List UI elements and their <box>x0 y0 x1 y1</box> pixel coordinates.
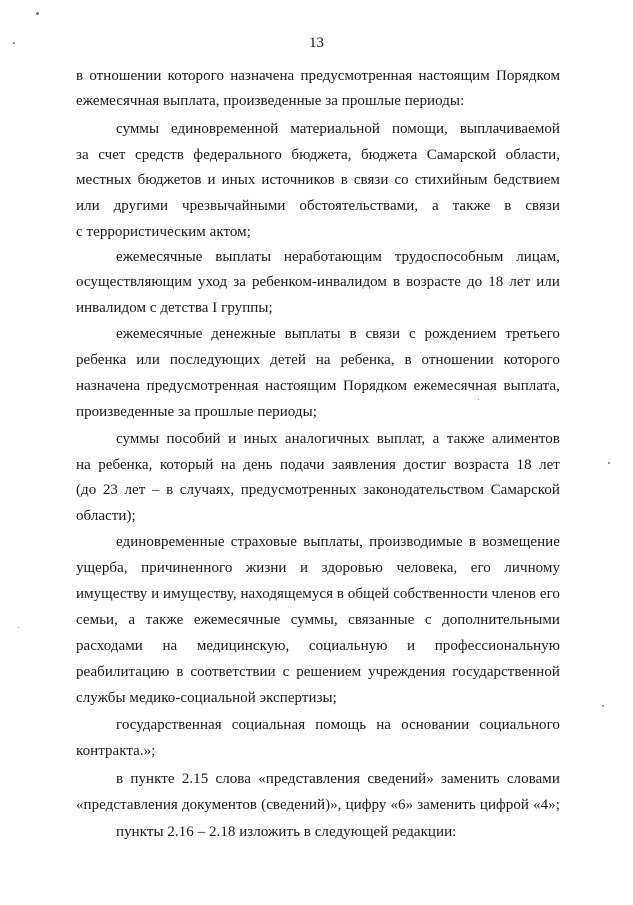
text-word: на <box>315 352 331 368</box>
text-word: реабилитацию <box>76 664 170 680</box>
text-word: лет <box>124 482 146 498</box>
text-word: человека, <box>396 560 458 576</box>
text-line <box>116 248 560 266</box>
text-word: назначена <box>76 378 141 394</box>
text-word: социального <box>479 717 560 733</box>
text-word: ежемесячная <box>413 378 497 394</box>
text-word: 18 <box>488 274 504 290</box>
text-word: отношении <box>89 68 162 84</box>
text-word: социальная <box>231 717 306 733</box>
text-word: а <box>128 612 136 628</box>
text-word: в <box>116 771 124 787</box>
text-word: выплат, <box>376 431 426 447</box>
text-word: заявления <box>332 457 396 473</box>
text-word: на <box>162 638 178 654</box>
text-word: ребенком-инвалидом <box>251 274 387 290</box>
text-word: денежные <box>211 326 276 342</box>
text-word: выплаты <box>215 249 272 265</box>
text-word: жизни <box>245 560 287 576</box>
text-word: также <box>446 431 485 447</box>
text-word: суммы <box>116 431 160 447</box>
text-word: 23 <box>102 482 118 498</box>
text-line <box>76 197 560 215</box>
text-word: Порядком <box>343 378 408 394</box>
text-word: области, <box>505 147 560 163</box>
text-word: с <box>282 664 290 680</box>
text-word: которого <box>167 68 225 84</box>
text-word: которого <box>503 352 560 368</box>
text-word: словами <box>506 771 560 787</box>
scan-speck <box>36 12 39 15</box>
text-line <box>116 325 560 343</box>
text-word: медицинскую, <box>196 638 290 654</box>
text-line <box>76 146 560 164</box>
text-word: ребенка <box>76 352 127 368</box>
text-word: за <box>76 147 89 163</box>
text-word: подачи <box>279 457 325 473</box>
text-word: источников <box>261 172 335 188</box>
text-word: также <box>145 612 184 628</box>
text-word: и <box>207 172 216 188</box>
text-word: иных <box>243 431 278 447</box>
text-line <box>116 770 560 788</box>
text-word: (до <box>76 482 97 498</box>
text-word: лет <box>509 274 531 290</box>
text-line: пункты 2.16 – 2.18 изложить в следующей редакции: <box>116 824 457 840</box>
text-word: страховые <box>230 534 297 550</box>
text-word: ежемесячные <box>116 326 203 342</box>
text-word: личному <box>504 560 560 576</box>
text-line: инвалидом с детства I группы; <box>76 300 273 316</box>
text-word: федерального <box>193 147 282 163</box>
text-word: детей <box>270 352 306 368</box>
text-word: выплачиваемой <box>459 121 560 137</box>
text-word: ребенка, <box>340 352 395 368</box>
text-line <box>76 611 560 629</box>
text-word: предусмотренная <box>146 378 259 394</box>
text-word: другими <box>113 198 169 214</box>
page-number: 13 <box>309 35 324 51</box>
text-word: единовременной <box>171 121 279 137</box>
text-line <box>116 120 560 138</box>
scan-speck <box>602 705 604 707</box>
text-word: осуществляющим <box>76 274 192 290</box>
text-word: бедствием <box>493 172 560 188</box>
text-word: общей <box>347 586 390 602</box>
text-word: государственной <box>452 664 560 680</box>
text-word: на <box>76 457 91 473</box>
text-word: или <box>536 274 560 290</box>
text-word: с <box>424 612 432 628</box>
text-word: случаях, <box>179 482 235 498</box>
text-word: документов <box>181 797 258 813</box>
text-word: суммы <box>116 121 160 137</box>
text-word: имуществу <box>76 586 148 602</box>
text-word: день <box>243 457 273 473</box>
text-line: контракта.»; <box>76 743 156 759</box>
text-word: заменить <box>417 797 476 813</box>
text-word: единовременные <box>116 534 225 550</box>
text-word: обстоятельствами, <box>299 198 419 214</box>
text-word: за <box>233 274 246 290</box>
text-line: области); <box>76 508 136 524</box>
text-word: настоящим <box>265 378 337 394</box>
text-word: в <box>336 586 344 602</box>
text-word: связи <box>365 326 401 342</box>
text-word: 2.15 <box>181 771 209 787</box>
text-word: заменить <box>441 771 500 787</box>
text-word: ребенка, <box>98 457 153 473</box>
text-word: в <box>166 482 174 498</box>
text-word: соответствии <box>190 664 276 680</box>
text-word: слова <box>215 771 251 787</box>
text-line: с террористическим актом; <box>76 224 251 240</box>
text-word: пункте <box>130 771 175 787</box>
text-word: семьи, <box>76 612 118 628</box>
text-word: – <box>151 482 160 498</box>
text-word: членов <box>491 586 537 602</box>
text-word: Самарской <box>490 482 560 498</box>
text-word: и <box>407 638 416 654</box>
text-word: назначена <box>230 68 295 84</box>
text-word: чрезвычайными <box>182 198 286 214</box>
text-word: также <box>452 198 491 214</box>
text-line <box>76 67 560 85</box>
text-line <box>116 533 560 551</box>
text-word: ежемесячные <box>116 249 203 265</box>
text-line: ежемесячная выплата, произведенные за прошлые периоды: <box>76 93 465 109</box>
text-word: а <box>431 198 439 214</box>
text-word: производимые <box>369 534 463 550</box>
text-word: рождением <box>424 326 497 342</box>
text-word: достиг <box>403 457 447 473</box>
text-word: связи <box>353 172 389 188</box>
text-word: возраста <box>454 457 510 473</box>
text-word: счет <box>98 147 126 163</box>
text-word: имуществу, <box>163 586 237 602</box>
text-word: и <box>228 431 237 447</box>
text-word: и <box>151 586 160 602</box>
text-word: законодательством <box>363 482 485 498</box>
text-word: ежемесячные <box>193 612 281 628</box>
text-word: бюджета <box>361 147 418 163</box>
text-word: уход <box>197 274 228 290</box>
text-word: в <box>392 274 401 290</box>
text-word: трудоспособным <box>394 249 504 265</box>
text-word: иных <box>221 172 256 188</box>
scan-speck <box>18 627 19 628</box>
text-word: со <box>394 172 409 188</box>
text-word: настоящим <box>418 68 490 84</box>
text-word: в <box>404 352 412 368</box>
text-word: суммы, <box>290 612 338 628</box>
text-word: «4»; <box>533 797 560 813</box>
text-word: государственная <box>116 717 222 733</box>
text-word: (сведений)», <box>261 797 342 813</box>
text-word: с <box>408 326 416 342</box>
text-word: материальной <box>290 121 380 137</box>
text-word: его <box>539 586 560 602</box>
text-line <box>116 430 560 448</box>
text-word: лет <box>539 457 560 473</box>
text-word: ущерба, <box>76 560 128 576</box>
text-word: и <box>300 560 309 576</box>
text-word: связанные <box>348 612 415 628</box>
text-word: выплаты, <box>303 534 363 550</box>
text-word: в <box>504 198 512 214</box>
text-word: на <box>220 457 236 473</box>
text-word: связи <box>525 198 560 214</box>
text-word: бюджета, <box>291 147 352 163</box>
text-word: профессиональную <box>434 638 560 654</box>
text-word: Самарской <box>426 147 497 163</box>
text-line <box>76 585 560 603</box>
text-word: выплаты <box>284 326 341 342</box>
text-line <box>76 456 560 474</box>
text-line <box>76 273 560 291</box>
text-word: или <box>136 352 160 368</box>
text-line <box>76 377 560 395</box>
text-line <box>76 351 560 369</box>
text-word: алиментов <box>492 431 560 447</box>
text-word: возрасте <box>406 274 461 290</box>
text-word: до <box>466 274 483 290</box>
text-word: неработающим <box>283 249 382 265</box>
text-word: Порядком <box>496 68 560 84</box>
text-word: предусмотренных <box>240 482 357 498</box>
scan-speck <box>13 42 15 44</box>
text-word: сведений» <box>367 771 434 787</box>
text-word: пособий <box>166 431 221 447</box>
text-word: средств <box>135 147 184 163</box>
text-word: «представления <box>258 771 361 787</box>
text-word: здоровью <box>321 560 383 576</box>
text-word: третьего <box>505 326 560 342</box>
text-word: стихийным <box>414 172 488 188</box>
text-word: цифрой <box>479 797 529 813</box>
text-line <box>76 637 560 655</box>
text-word: находящемуся <box>240 586 334 602</box>
text-line: произведенные за прошлые периоды; <box>76 404 317 420</box>
text-word: в <box>176 664 184 680</box>
text-word: основании <box>401 717 470 733</box>
text-word: дополнительными <box>442 612 560 628</box>
text-line: службы медико-социальной экспертизы; <box>76 690 337 706</box>
text-line <box>116 716 560 734</box>
text-word: на <box>376 717 392 733</box>
text-word: помощь <box>315 717 367 733</box>
text-word: собственности <box>393 586 488 602</box>
text-word: цифру <box>345 797 387 813</box>
text-word: учреждения <box>368 664 446 680</box>
text-word: 18 <box>516 457 532 473</box>
text-word: аналогичных <box>284 431 370 447</box>
text-word: в <box>349 326 357 342</box>
text-word: решением <box>296 664 362 680</box>
text-word: возмещение <box>482 534 560 550</box>
text-word: лицам, <box>516 249 560 265</box>
text-word: в <box>468 534 476 550</box>
text-word: «представления <box>76 797 178 813</box>
scan-speck <box>608 462 610 464</box>
text-line <box>76 796 560 814</box>
text-word: в <box>76 68 84 84</box>
text-word: а <box>432 431 440 447</box>
text-word: причиненного <box>141 560 233 576</box>
text-line <box>76 663 560 681</box>
text-word: выплата, <box>503 378 560 394</box>
text-word: или <box>76 198 100 214</box>
text-word: «6» <box>390 797 414 813</box>
text-word: социальную <box>308 638 388 654</box>
text-line <box>76 481 560 499</box>
text-word: предусмотренная <box>300 68 413 84</box>
text-line <box>76 559 560 577</box>
text-word: отношении <box>421 352 494 368</box>
text-word: местных <box>76 172 132 188</box>
text-word: последующих <box>169 352 261 368</box>
text-word: помощи, <box>391 121 448 137</box>
text-line <box>76 171 560 189</box>
text-word: его <box>470 560 491 576</box>
text-word: расходами <box>76 638 143 654</box>
text-word: в <box>340 172 348 188</box>
scan-speck <box>478 399 479 400</box>
text-word: бюджетов <box>137 172 202 188</box>
text-word: который <box>159 457 214 473</box>
